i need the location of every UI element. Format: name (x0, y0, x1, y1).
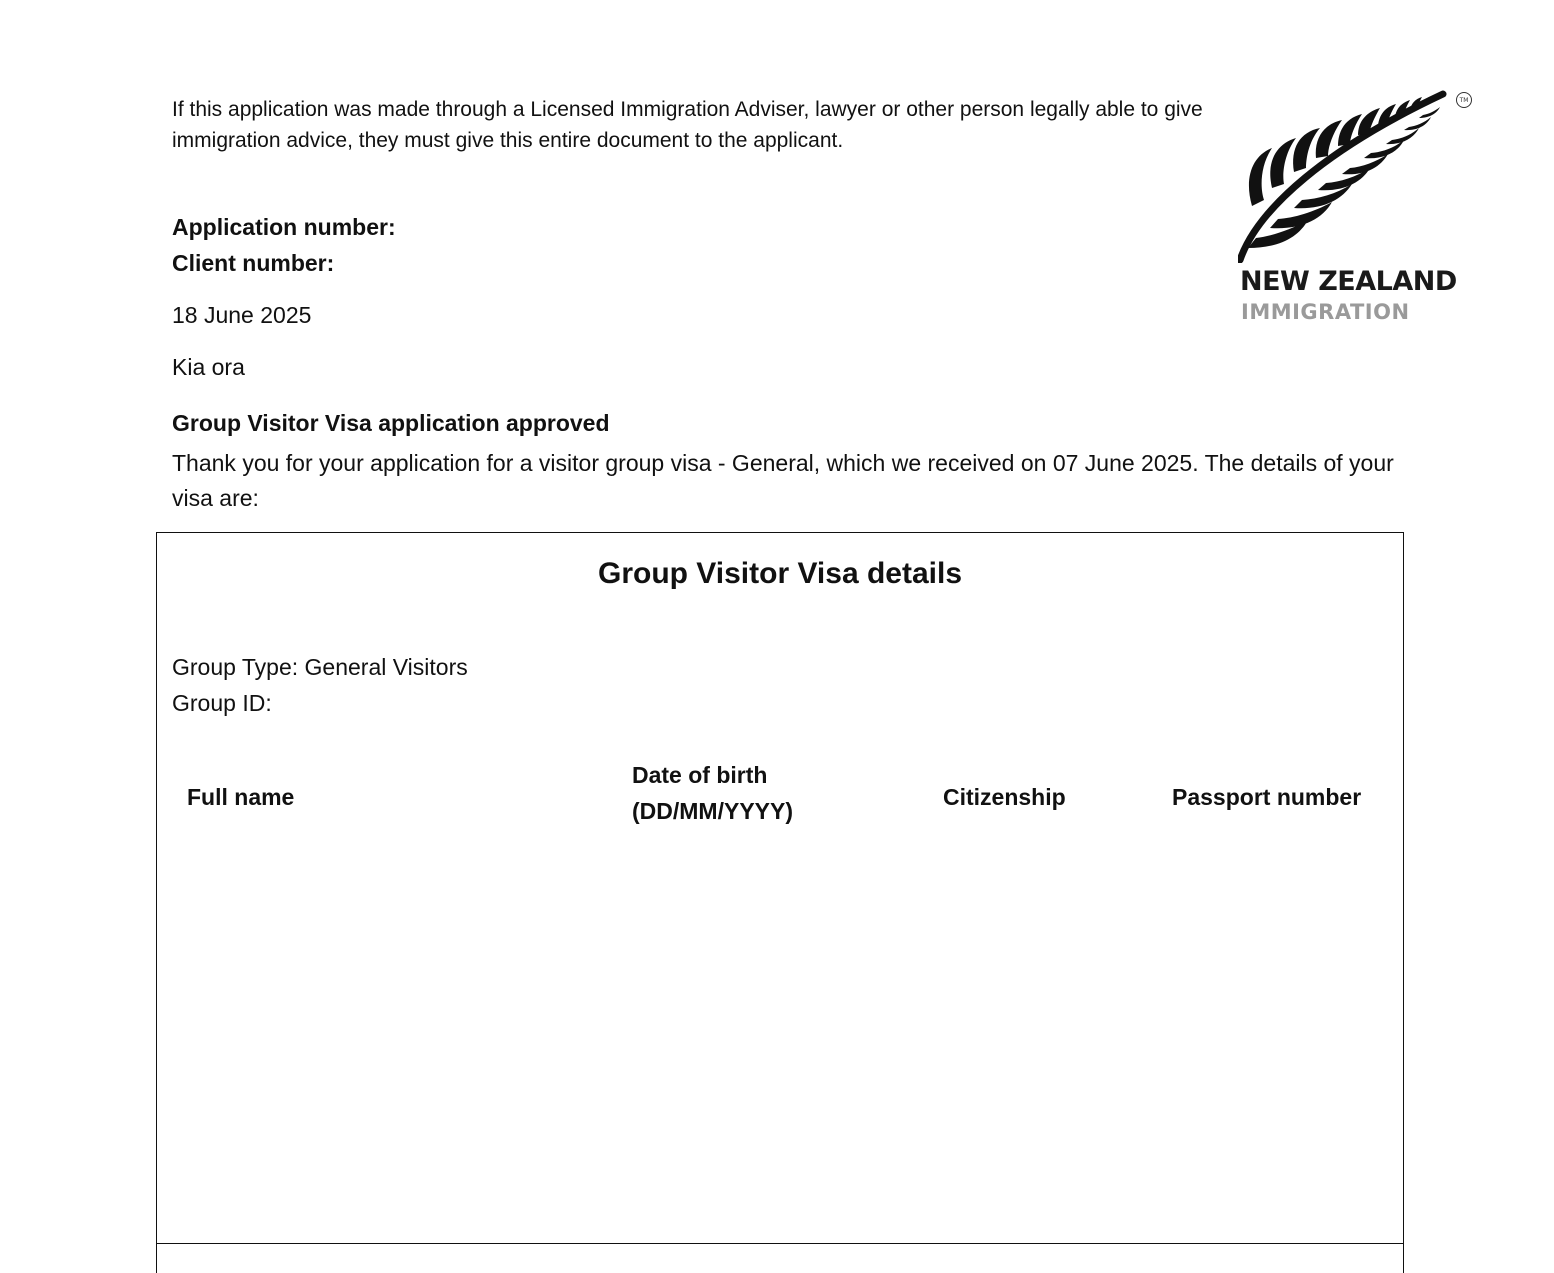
trademark-icon: TM (1456, 92, 1472, 108)
silver-fern-icon (1238, 88, 1458, 263)
application-number-label: Application number: (172, 214, 396, 240)
adviser-notice: If this application was made through a Licensed Immigration Adviser, lawyer or other person legally able to give immigration advice, they must give this entire document to the applicant. (172, 98, 1203, 152)
dob-format: (DD/MM/YYYY) (632, 798, 793, 824)
group-type: Group Type: General Visitors (172, 654, 468, 680)
letter-date: 18 June 2025 (172, 302, 312, 328)
logo-title: NEW ZEALAND (1240, 266, 1457, 297)
approval-heading: Group Visitor Visa application approved (172, 410, 610, 436)
column-citizenship: Citizenship (943, 784, 1066, 810)
nz-immigration-logo (1238, 88, 1478, 338)
column-full-name: Full name (187, 784, 295, 810)
dob-label: Date of birth (632, 762, 768, 788)
column-passport-number: Passport number (1172, 784, 1362, 810)
visa-details-title: Group Visitor Visa details (597, 557, 962, 590)
column-date-of-birth (632, 757, 793, 829)
greeting: Kia ora (172, 354, 245, 380)
logo-subtitle: IMMIGRATION (1241, 300, 1410, 324)
next-table-section (156, 1243, 1404, 1273)
client-number-label: Client number: (172, 250, 335, 276)
group-id: Group ID: (172, 690, 272, 716)
group-info (172, 649, 468, 721)
intro-paragraph: Thank you for your application for a visitor group visa - General, which we received on 07 June 2025. The details of your visa are: (172, 450, 1394, 511)
visa-details-box (156, 532, 1404, 1244)
